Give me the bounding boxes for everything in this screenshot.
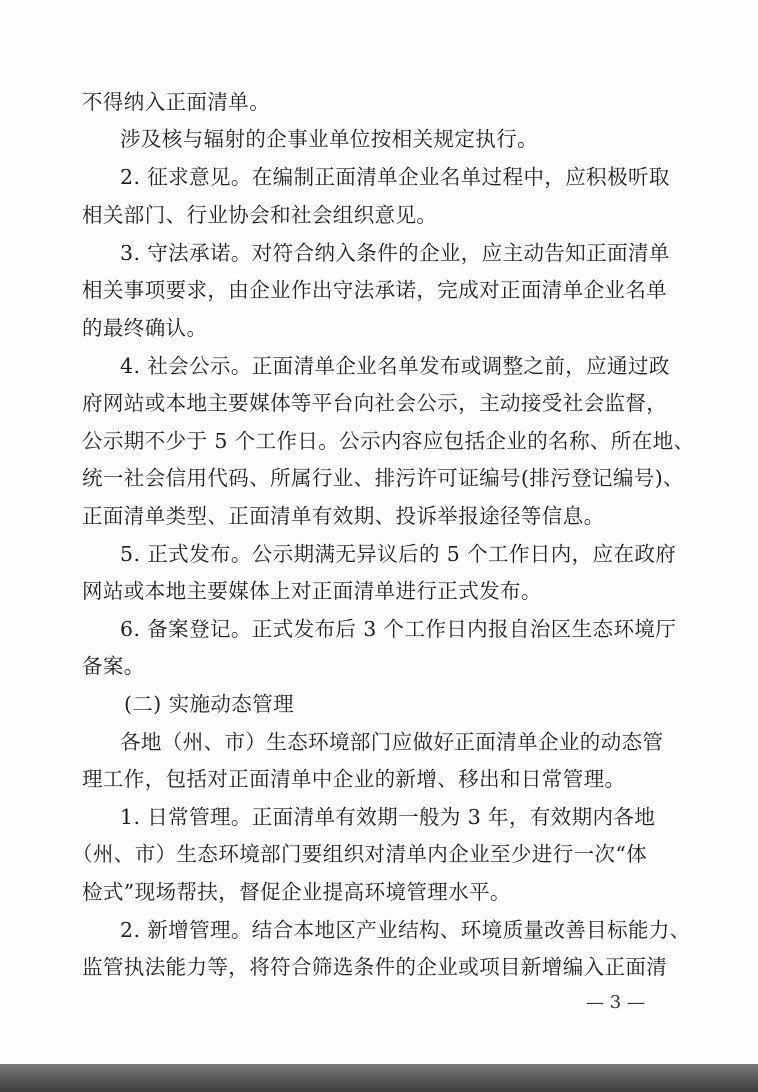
- text-line: 2. 征求意见。在编制正面清单企业名单过程中，应积极听取: [120, 165, 670, 189]
- text-line: 不得纳入正面清单。: [82, 90, 271, 114]
- text-line: 统一社会信用代码、所属行业、排污许可证编号(排污登记编号)、: [82, 466, 684, 490]
- text-line: 府网站或本地主要媒体等平台向社会公示，主动接受社会监督，: [82, 391, 668, 415]
- text-line: 6. 备案登记。正式发布后 3 个工作日内报自治区生态环境厅: [120, 617, 677, 641]
- text-line: 相关事项要求，由企业作出守法承诺，完成对正面清单企业名单: [82, 278, 668, 302]
- text-line: 4. 社会公示。正面清单企业名单发布或调整之前，应通过政: [120, 354, 670, 378]
- text-line: （州、市）生态环境部门要组织对清单内企业至少进行一次“体: [72, 842, 648, 866]
- section-heading: (二) 实施动态管理: [124, 692, 295, 716]
- text-line: 2. 新增管理。结合本地区产业结构、环境质量改善目标能力、: [120, 918, 691, 942]
- text-line: 检式”现场帮扶，督促企业提高环境管理水平。: [82, 880, 511, 904]
- text-line: 5. 正式发布。公示期满无异议后的 5 个工作日内，应在政府: [120, 542, 677, 566]
- text-line: 网站或本地主要媒体上对正面清单进行正式发布。: [82, 579, 542, 603]
- viewer-bottom-bar: [0, 1064, 758, 1092]
- text-line: 各地（州、市）生态环境部门应做好正面清单企业的动态管: [120, 730, 664, 754]
- text-line: 监管执法能力等，将符合筛选条件的企业或项目新增编入正面清: [82, 955, 668, 979]
- page-number: — 3 —: [586, 992, 645, 1013]
- text-line: 相关部门、行业协会和社会组织意见。: [82, 203, 438, 227]
- text-line: 1. 日常管理。正面清单有效期一般为 3 年，有效期内各地: [120, 805, 656, 829]
- text-line: 的最终确认。: [82, 316, 208, 340]
- text-line: 3. 守法承诺。对符合纳入条件的企业，应主动告知正面清单: [120, 241, 670, 265]
- text-line: 备案。: [82, 654, 145, 678]
- text-line: 正面清单类型、正面清单有效期、投诉举报途径等信息。: [82, 504, 605, 528]
- text-line: 理工作，包括对正面清单中企业的新增、移出和日常管理。: [82, 767, 626, 791]
- text-line: 涉及核与辐射的企事业单位按相关规定执行。: [120, 127, 538, 151]
- text-line: 公示期不少于 5 个工作日。公示内容应包括企业的名称、所在地、: [82, 429, 695, 453]
